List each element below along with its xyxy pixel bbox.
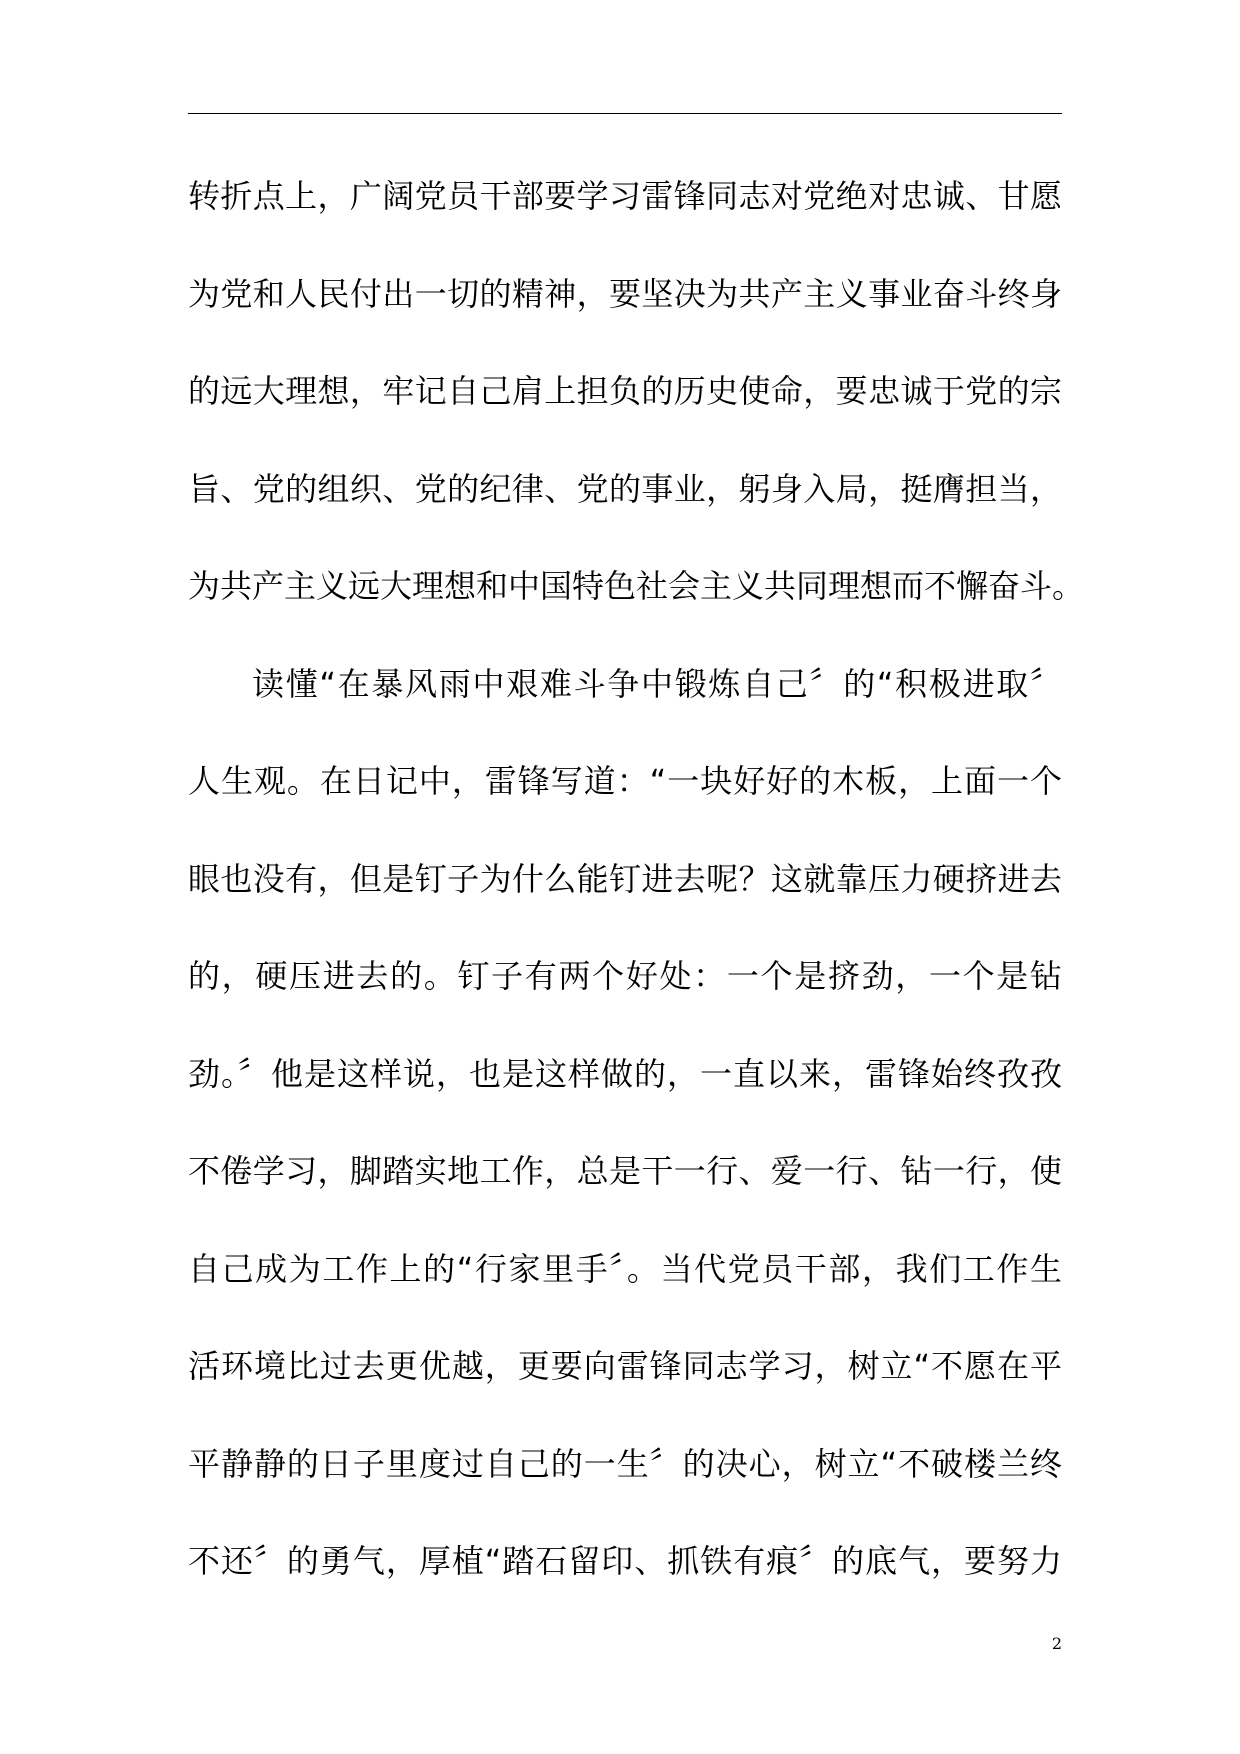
header-rule: [188, 113, 1062, 114]
text-line: 为党和人民付出一切的精神，要坚决为共产主义事业奋斗终身: [188, 274, 1062, 313]
text-line: 的远大理想，牢记自己肩上担负的历史使命，要忠诚于党的宗: [188, 372, 1062, 410]
text-line: 为共产主义远大理想和中国特色社会主义共同理想而不懈奋斗。: [188, 567, 1085, 605]
text-line: 自己成为工作上的“行家里手〞。当代党员干部，我们工作生: [188, 1249, 1062, 1288]
text-line: 旨、党的组织、党的纪律、党的事业，躬身入局，挺膺担当，: [188, 469, 1062, 508]
text-line: 的，硬压进去的。钉子有两个好处：一个是挤劲，一个是钻: [188, 957, 1062, 995]
paragraph-first-line: 读懂“在暴风雨中艰难斗争中锻炼自己〞的“积极进取〞: [252, 664, 1062, 703]
body-text: [188, 148, 1085, 1611]
text-line: 眼也没有，但是钉子为什么能钉进去呢？这就靠压力硬挤进去: [188, 859, 1062, 898]
text-line: 人生观。在日记中，雷锋写道：“一块好好的木板，上面一个: [188, 762, 1062, 800]
text-line: 平静静的日子里度过自己的一生〞的决心，树立“不破楼兰终: [188, 1444, 1062, 1483]
text-line: 劲。〞他是这样说，也是这样做的，一直以来，雷锋始终孜孜: [188, 1054, 1062, 1093]
text-line: 不倦学习，脚踏实地工作，总是干一行、爱一行、钻一行，使: [188, 1152, 1062, 1190]
page-number: 2: [1051, 1634, 1062, 1653]
text-line: 不还〞的勇气，厚植“踏石留印、抓铁有痕〞的底气，要努力: [188, 1542, 1062, 1580]
text-line: 活环境比过去更优越，更要向雷锋同志学习，树立“不愿在平: [188, 1347, 1062, 1385]
text-line: 转折点上，广阔党员干部要学习雷锋同志对党绝对忠诚、甘愿: [188, 177, 1062, 215]
